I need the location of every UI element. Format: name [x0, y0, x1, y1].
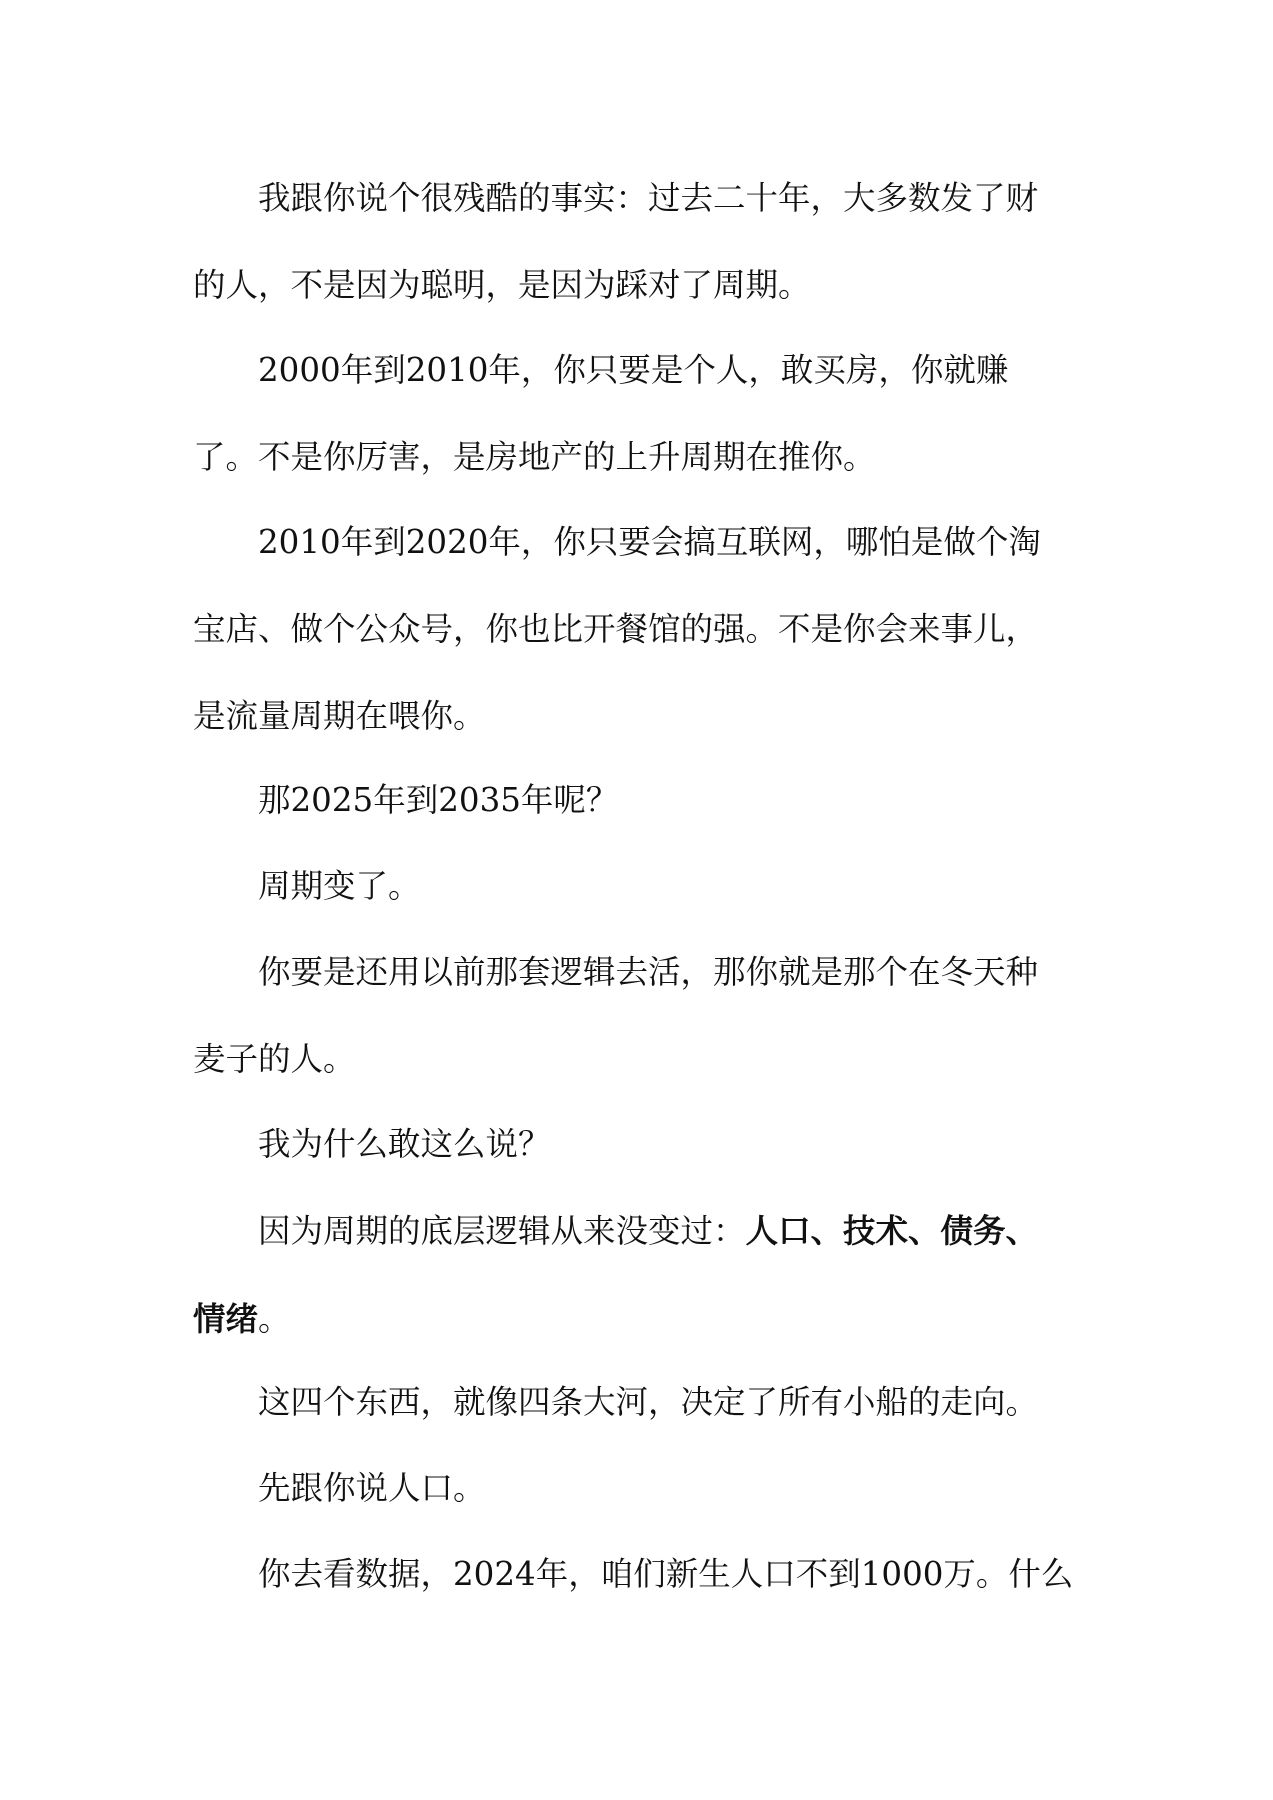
paragraph-8-emphasis: 人口、技术、债务、情绪	[193, 1211, 1039, 1338]
paragraph-8-lead: 因为周期的底层逻辑从来没变过：	[258, 1212, 746, 1250]
paragraph-6: 你要是还用以前那套逻辑去活，那你就是那个在冬天种麦子的人。	[193, 953, 1039, 1078]
paragraph-8-tail: 。	[258, 1300, 291, 1338]
paragraph-7: 我为什么敢这么说？	[258, 1125, 551, 1163]
paragraph-5: 周期变了。	[258, 867, 421, 905]
paragraph-2: 2000年到2010年，你只要是个人，敢买房，你就赚了。不是你厉害，是房地产的上升周期在推你。	[193, 351, 1009, 476]
paragraph-10: 先跟你说人口。	[258, 1469, 486, 1507]
paragraph-9: 这四个东西，就像四条大河，决定了所有小船的走向。	[258, 1383, 1039, 1421]
paragraph-3: 2010年到2020年，你只要会搞互联网，哪怕是做个淘宝店、做个公众号，你也比开餐馆的强。不是你会来事儿，是流量周期在喂你。	[193, 523, 1041, 735]
paragraph-4: 那2025年到2035年呢？	[258, 781, 619, 819]
paragraph-8	[193, 1187, 1061, 1363]
paragraph-1: 我跟你说个很残酷的事实：过去二十年，大多数发了财的人，不是因为聪明，是因为踩对了周期。	[193, 179, 1039, 304]
paragraph-11: 你去看数据，2024年，咱们新生人口不到1000万。什么	[258, 1555, 1074, 1593]
